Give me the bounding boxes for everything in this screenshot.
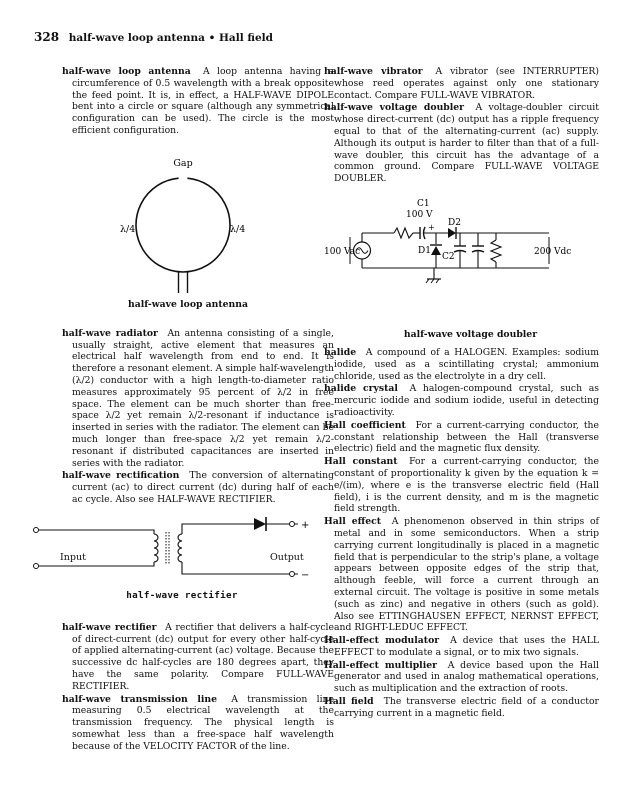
glossary-entry: [324, 420, 599, 455]
entry-body: The conversion of alternating current (ac) to direct current (dc) during half of each ac cycle. Also see HALF-WAVE RECTIFIER.: [72, 470, 334, 505]
glossary-entry: [324, 660, 599, 695]
glossary-entry: [324, 696, 599, 720]
voltage-doubler-schematic: [324, 193, 599, 319]
entry-term: half-wave loop antenna: [62, 66, 191, 77]
entry-body: A compound of a HALOGEN. Examples: sodium iodide, used as a scintillating crystal; ammonium chloride, used as the electrolyte in a dry cell.: [334, 346, 599, 382]
left-column: [62, 66, 334, 754]
ground-icon: [426, 279, 429, 283]
input-terminal-bottom: [34, 563, 39, 568]
loop-antenna-figure: [62, 138, 334, 313]
entry-body: An antenna consisting of a single, usually straight, active element that measures an electrical half wavelength from end to end. It is therefore a resonant element. A simple half-wavelength (λ/2) conductor with a high length-to-diameter ratio measures approximately 95 percent of λ/2 in free space. The element can be much shorter than free-space λ/2 yet remain λ/2-resonant if inductance is inserted in series with the radiator. The element can be much longer than free-space λ/2 yet remain λ/2-resonant if distributed capacitances are inserted in series with the radiator.: [72, 327, 334, 469]
glossary-entry: [62, 328, 334, 470]
entry-body: A device based upon the Hall generator and used in analog mathematical operations, such as multiplication and the extraction of roots.: [334, 659, 599, 695]
output-label: Output: [270, 551, 304, 563]
loop-antenna-diagram: [62, 138, 334, 298]
rectifier-diode: [254, 518, 266, 530]
right-column: [324, 66, 599, 721]
primary-wire-bottom: [39, 562, 155, 566]
entry-term: Hall-effect modulator: [324, 635, 440, 647]
quarter-wave-left-label: λ/4: [120, 223, 136, 235]
glossary-entry: [62, 66, 334, 137]
transformer-secondary-coil: [178, 534, 182, 562]
input-terminal-top: [34, 527, 39, 532]
entry-body: A halogen-compound crystal, such as mercuric iodide and sodium iodide, useful in detecting radioactivity.: [334, 383, 599, 418]
entry-body: For a current-carrying conductor, the constant relationship between the Hall (transverse electric) field and the magnetic flux density.: [334, 419, 599, 455]
header-title: half-wave loop antenna • Hall field: [68, 32, 273, 44]
output-terminal-bottom: [290, 571, 295, 576]
rectifier-circuit: [26, 512, 298, 590]
input-label: Input: [60, 551, 86, 563]
entry-term: Hall constant: [324, 456, 398, 468]
secondary-wire-bottom: [182, 562, 298, 574]
c1-plus-label: +: [428, 222, 435, 232]
entry-term: half-wave rectification: [62, 470, 180, 482]
glossary-entry: [62, 694, 334, 753]
glossary-entry: [324, 102, 599, 185]
glossary-entry: [324, 456, 599, 515]
entry-body: A phenomenon observed in thin strips of metal and in some semiconductors. When a strip carrying current longitudinally is placed in a magnetic field that is perpendicular to the strip's plane, a voltage appears between opposite edges of the strip that, although feeble, will force a current through an external circuit. The voltage is positive in some metals (such as zinc) and negative in others (such as gold). Also see ETTINGHAUSEN EFFECT, NERNST EFFECT, and RIGHT-LEDUC EFFECT.: [334, 516, 599, 634]
glossary-entry: [62, 470, 334, 505]
half-wave-rectifier-figure: [62, 512, 334, 612]
entry-body: The transverse electric field of a conductor carrying current in a magnetic field.: [334, 696, 599, 719]
entry-term: half-wave vibrator: [324, 66, 423, 77]
primary-wire-top: [39, 530, 155, 534]
d2-label: D2: [448, 217, 461, 228]
entry-term: half-wave rectifier: [62, 621, 157, 633]
input-voltage-label: 100 Vac: [324, 246, 361, 257]
ground-icon: [436, 279, 439, 283]
entry-body: A rectifier that delivers a half-cycle of direct-current (dc) output for every other half-cycle of applied alternating-current (ac) voltage. Because the successive dc half-cycles are 180 degrees apart, they have the same polarity. Compare FULL-WAVE RECTIFIER.: [72, 621, 334, 692]
diode-d2: [448, 228, 456, 238]
c1-rating-label: 100 V: [406, 209, 433, 220]
c1-label: C1: [417, 198, 430, 209]
diode-d1: [431, 246, 441, 255]
glossary-entry: [324, 635, 599, 659]
entry-term: half-wave voltage doubler: [324, 102, 465, 114]
output-voltage-label: 200 Vdc: [534, 246, 572, 257]
entry-term: Hall effect: [324, 516, 382, 528]
entry-term: half-wave radiator: [62, 327, 158, 339]
entry-body: A device that uses the HALL EFFECT to modulate a signal, or to mix two signals.: [334, 635, 599, 658]
entry-body: A transmission line measuring 0.5 electrical wavelength at the transmission frequency. The physical length is somewhat less than a free-space half wavelength because of the VELOCITY FACTOR of the line.: [72, 693, 334, 752]
ground-icon: [431, 279, 434, 283]
entry-body: For a current-carrying conductor, the constant of proportionality k given by the equation k = e/(im), where e is the transverse electric field (Hall field), i is the current density, and m is the magnetic field strength.: [334, 456, 599, 515]
glossary-entry: [324, 516, 599, 634]
entry-term: halide crystal: [324, 383, 398, 395]
figure-caption: half-wave voltage doubler: [403, 328, 538, 340]
bleeder-resistor: [491, 240, 501, 262]
glossary-entry: [62, 622, 334, 693]
transformer-primary-coil: [154, 534, 158, 562]
figure-caption: half-wave loop antenna: [127, 298, 249, 310]
output-minus-label: −: [301, 569, 310, 581]
secondary-wire-top: [182, 524, 254, 534]
c2-label: C2: [442, 251, 455, 262]
output-plus-label: +: [301, 519, 310, 531]
figure-caption: half-wave rectifier: [126, 589, 238, 601]
voltage-doubler-figure: [324, 193, 599, 339]
series-resistor: [394, 228, 413, 238]
running-header: [34, 30, 273, 44]
d1-label: D1: [418, 245, 431, 256]
entry-body: A voltage-doubler circuit whose direct-current (dc) output has a ripple frequency equal to that of the alternating-current (ac) supply. Although its output is harder to filter than that of a full-wave doubler, this circuit has the advantage of a common ground. Compare FULL-WAVE VOLTAGE DOUBLER.: [334, 102, 599, 185]
glossary-entry: [324, 347, 599, 382]
entry-term: half-wave transmission line: [62, 693, 217, 705]
entry-term: halide: [324, 346, 357, 358]
glossary-entry: [324, 66, 599, 101]
gap-label: Gap: [173, 157, 193, 169]
entry-term: Hall coefficient: [324, 419, 406, 431]
entry-body: A vibrator (see INTERRUPTER) whose reed operates against only one stationary contact. Compare FULL-WAVE VIBRATOR.: [334, 66, 599, 101]
loop-conductor: [136, 178, 230, 272]
output-terminal-top: [290, 521, 295, 526]
page-number: 328: [34, 30, 60, 44]
entry-body: A loop antenna having a circumference of 0.5 wavelength with a break opposite the feed point. It is, in effect, a HALF-WAVE DIPOLE bent into a circle or square (although any symmetrical configuration can be used). The circle is the most efficient configuration.: [72, 66, 334, 136]
glossary-entry: [324, 383, 599, 418]
entry-term: Hall field: [324, 696, 374, 708]
quarter-wave-right-label: λ/4: [230, 223, 246, 235]
entry-term: Hall-effect multiplier: [324, 659, 437, 671]
